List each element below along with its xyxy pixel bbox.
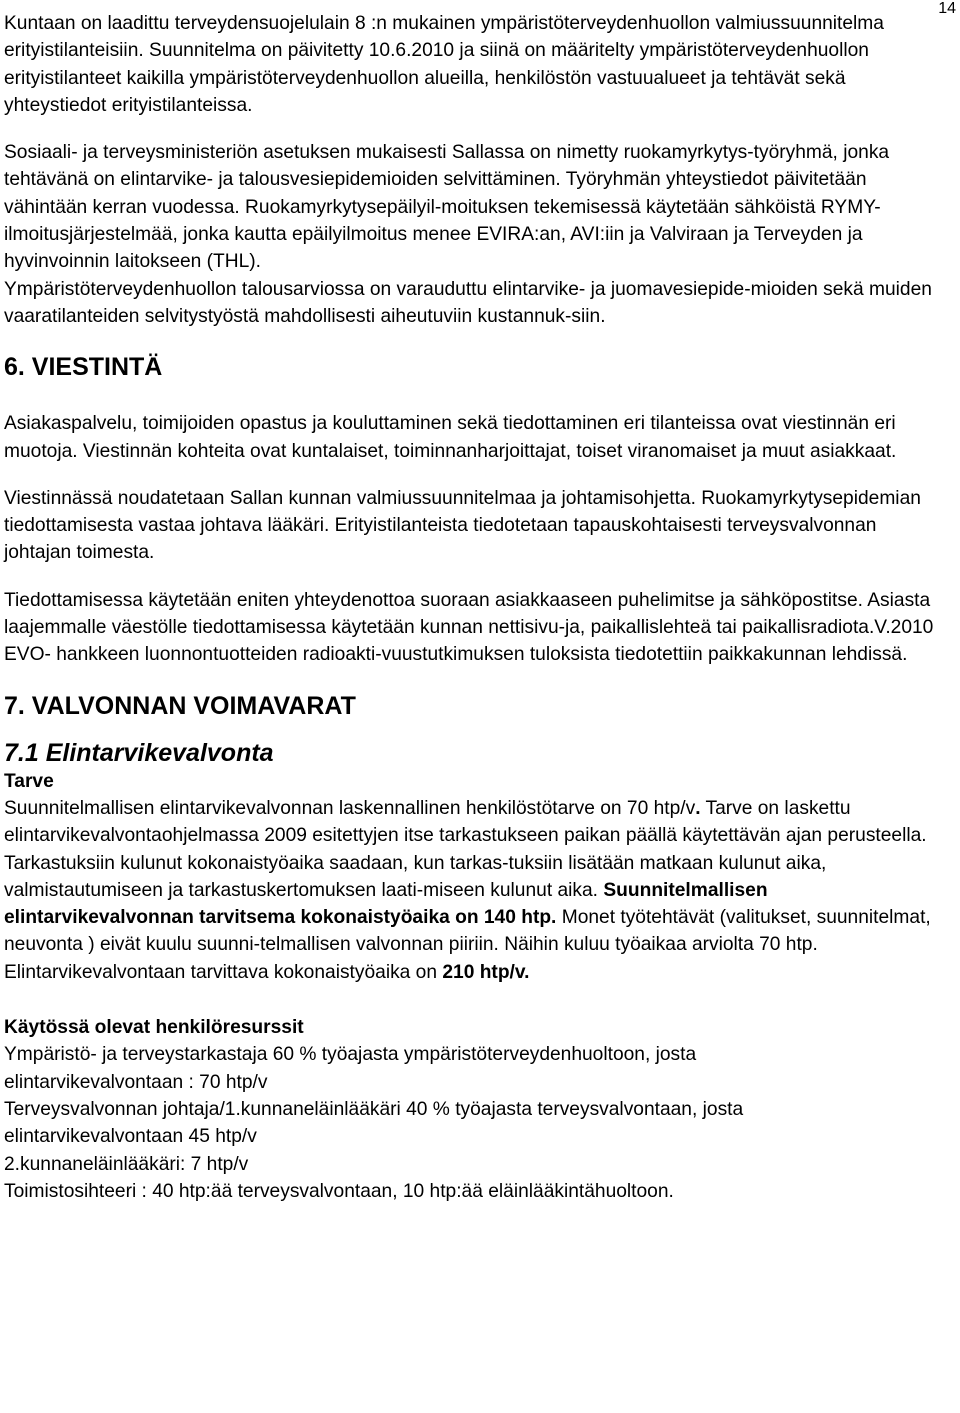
paragraph-valmiussuunnitelma-viestinta: Viestinnässä noudatetaan Sallan kunnan valmiussuunnitelmaa ja johtamisohjetta. Ruokamyrkytysepidemian tiedottamisesta vastaa johtava lääkäri. Erityistilanteista tiedotetaan tapauskohtaisesti terveysvalvonnan johtajan toimesta. bbox=[4, 487, 921, 564]
paragraph-tiedottaminen: Tiedottamisessa käytetään eniten yhteydenottoa suoraan asiakkaaseen puhelimitse ja sähköpostitse. Asiasta laajemmalle väestölle tiedottamisessa käytetään kunnan nettisivu-ja, paikallislehteä tai paikallisradiota.V.2010 EVO- hankkeen luonnontuotteiden radioakti-vuustutkimuksen tuloksista tiedotettiin paikkakunnan lehdissä. bbox=[4, 589, 934, 666]
tarve-heading: Tarve bbox=[4, 770, 54, 792]
subsection-heading-elintarvikevalvonta: 7.1 Elintarvikevalvonta bbox=[4, 738, 274, 767]
tarve-text-3: Monet työtehtävät (valitukset, suunnitelmat, neuvonta ) eivät kuulu suunni-telmallisen valvonnan piiriin. Näihin kuluu työaikaa arviolta 70 htp. Elintarvikevalvontaan tarvittava kokonaistyöaika on bbox=[4, 907, 931, 983]
paragraph-ruokamyrkytystyoryhma: Sosiaali- ja terveysministeriön asetuksen mukaisesti Sallassa on nimetty ruokamyrkytys-työryhmä, jonka tehtävänä on elintarvike- ja talousvesiepidemioiden selvittäminen. Työryhmän yhteystiedot päivitetään vähintään kerran vuodessa. Ruokamyrkytysepäilyil-moituksen tekemisessä käytetään sähköistä RYMY- ilmoitusjärjestelmää, jonka kautta epäilyilmoitus menee EVIRA:an, AVI:iin ja Valviraan ja Terveyden ja hyvinvoinnin laitokseen (THL). bbox=[4, 142, 890, 273]
resurssi-line: elintarvikevalvontaan : 70 htp/v bbox=[4, 1071, 268, 1093]
paragraph-viestinnan-muodot: Asiakaspalvelu, toimijoiden opastus ja kouluttaminen sekä tiedottaminen eri tilanteissa ovat viestinnän eri muotoja. Viestinnän kohteita ovat kuntalaiset, toiminnanharjoittajat, toiset viranomaiset ja muut asiakkaat. bbox=[4, 413, 897, 462]
henkiloresurssit-heading: Käytössä olevat henkilöresurssit bbox=[4, 1017, 304, 1039]
section-heading-valvonnan-voimavarat: 7. VALVONNAN VOIMAVARAT bbox=[4, 691, 356, 720]
paragraph-tarve bbox=[4, 795, 944, 986]
section-heading-viestinta: 6. VIESTINTÄ bbox=[4, 353, 163, 382]
paragraph-valmiussuunnitelma: Kuntaan on laadittu terveydensuojelulain 8 :n mukainen ympäristöterveydenhuollon valmiussuunnitelma erityistilanteisiin. Suunnitelma on päivitetty 10.6.2010 ja siinä on määritelty ympäristöterveydenhuollon erityistilanteet kaikilla ympäristöterveydenhuollon alueilla, henkilöstön vastuualueet ja tehtävät sekä yhteystiedot erityistilanteissa. bbox=[4, 13, 884, 116]
resurssi-line: elintarvikevalvontaan 45 htp/v bbox=[4, 1126, 257, 1148]
resurssi-line: 2.kunnaneläinlääkäri: 7 htp/v bbox=[4, 1153, 249, 1175]
tarve-text-1: Suunnitelmallisen elintarvikevalvonnan laskennallinen henkilöstötarve on 70 htp/v bbox=[4, 797, 696, 819]
page-number: 14 bbox=[938, 0, 956, 17]
tarve-bold-dot: . bbox=[695, 797, 701, 819]
paragraph-talousarvio: Ympäristöterveydenhuollon talousarviossa on varauduttu elintarvike- ja juomavesiepide-mioiden sekä muiden vaaratilanteiden selvitystyöstä mahdollisesti aiheutuviin kustannuk-siin. bbox=[4, 278, 932, 327]
tarve-text-2: Tarve on laskettu elintarvikevalvontaohjelmassa 2009 esitettyjen itse tarkastukseen paikan päällä käytettävän ajan perusteella. Tarkastuksiin kulunut kokonaistyöaika saadaan, kun tarkas-tuksiin lisätään matkaan kulunut aika, valmistautumiseen ja tarkastuskertomuksen laati-miseen kulunut aika. bbox=[4, 797, 927, 901]
tarve-bold-total: 210 htp/v. bbox=[442, 961, 530, 983]
resurssi-line: Ympäristö- ja terveystarkastaja 60 % työajasta ympäristöterveydenhuoltoon, josta bbox=[4, 1044, 697, 1066]
document-body bbox=[4, 10, 944, 1205]
resurssi-line: Toimistosihteeri : 40 htp:ää terveysvalvontaan, 10 htp:ää eläinlääkintähuoltoon. bbox=[4, 1180, 674, 1202]
resurssi-line: Terveysvalvonnan johtaja/1.kunnaneläinlääkäri 40 % työajasta terveysvalvontaan, josta bbox=[4, 1098, 744, 1120]
tarve-bold-kokonaistyoaika: Suunnitelmallisen elintarvikevalvonnan tarvitsema kokonaistyöaika on 140 htp. bbox=[4, 879, 768, 929]
